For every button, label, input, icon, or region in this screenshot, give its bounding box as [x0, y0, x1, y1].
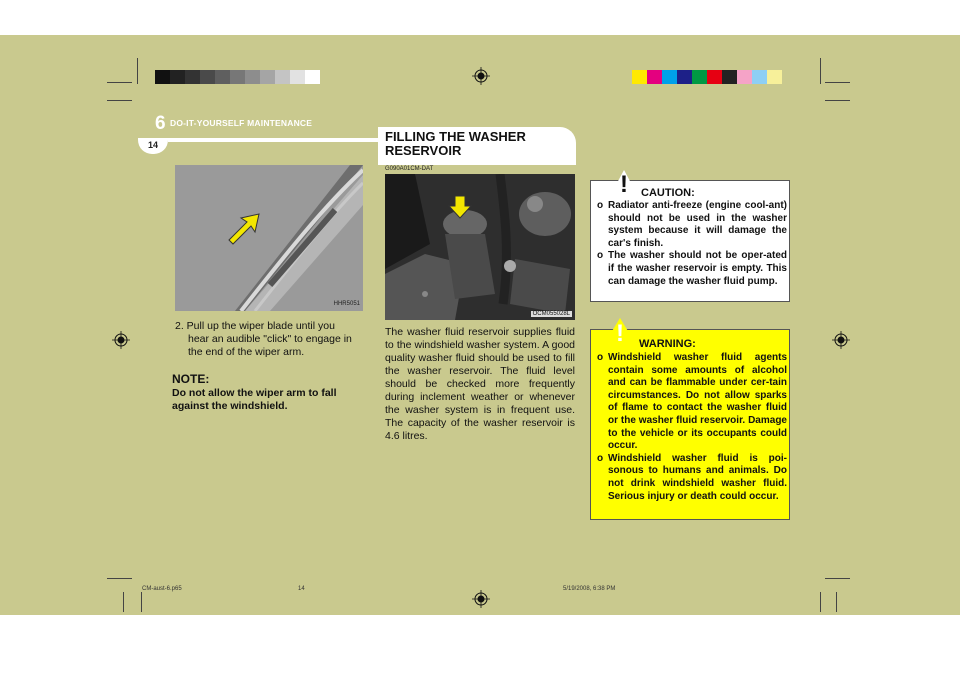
list-item: o Radiator anti-freeze (engine cool-ant) should not be used in the washer system because it will damage the car's finish.: [597, 200, 787, 249]
caution-exclamation: !: [620, 171, 628, 198]
washer-reservoir-image: [385, 174, 575, 320]
note-text: Do not allow the wiper arm to fall against the windshield.: [172, 387, 337, 412]
note-heading: NOTE:: [172, 372, 210, 386]
footer-page: 14: [298, 586, 305, 592]
caution-title: CAUTION:: [641, 187, 695, 199]
grayscale-bar: [155, 70, 320, 84]
page-number: 14: [138, 138, 168, 154]
reservoir-description: The washer fluid reservoir supplies fluid to the windshield washer system. A good quality washer fluid should be used to fill the washer reservoir. The fluid level should be checked more frequently during inclement weather or whenever the washer system is in frequent use. The capacity of the washer reservoir is 4.6 litres.: [385, 326, 575, 442]
section-title: DO-IT-YOURSELF MAINTENANCE: [170, 118, 313, 128]
page-background: [0, 35, 960, 615]
doc-code: G090A01CM-DAT: [385, 166, 434, 172]
section-number: 6: [155, 113, 166, 134]
list-item: o Windshield washer fluid agents contain some amounts of alcohol and can be flammable under cer-tain circumstances. Do not allow sparks of flame to contact the washer fluid or the washer fluid reservoir. Damage to the vehicle or its occupants could occur.: [597, 352, 787, 452]
warning-list: [597, 352, 787, 503]
arrow-down-icon: [447, 194, 473, 220]
registration-mark-left: [112, 331, 130, 349]
image-code: OCM055028L: [532, 311, 570, 317]
image-code: HHR5051: [333, 301, 360, 307]
registration-mark-top: [472, 67, 490, 85]
arrow-icon: [225, 210, 265, 250]
caution-list: [597, 200, 787, 288]
color-bar: [632, 70, 782, 84]
registration-mark-bottom: [472, 590, 490, 608]
warning-box: [590, 320, 790, 520]
caution-box: [590, 171, 790, 302]
footer-date: 5/19/2008, 6:38 PM: [563, 586, 616, 592]
section-heading: FILLING THE WASHER RESERVOIR: [385, 129, 526, 158]
footer-file: CM-aust-6.p65: [142, 586, 182, 592]
warning-title: WARNING:: [639, 338, 696, 350]
step-text: 2. Pull up the wiper blade until you hear an audible "click" to engage in the end of the wiper arm.: [175, 320, 352, 358]
registration-mark-right: [832, 331, 850, 349]
list-item: o The washer should not be oper-ated if the washer reservoir is empty. This can damage the washer fluid pump.: [597, 250, 787, 287]
list-item: o Windshield washer fluid is poi-sonous to humans and animals. Do not drink windshield washer fluid. Serious injury or death could occur.: [597, 452, 787, 502]
wiper-blade-image: [175, 165, 363, 311]
warning-exclamation: !: [616, 320, 624, 347]
